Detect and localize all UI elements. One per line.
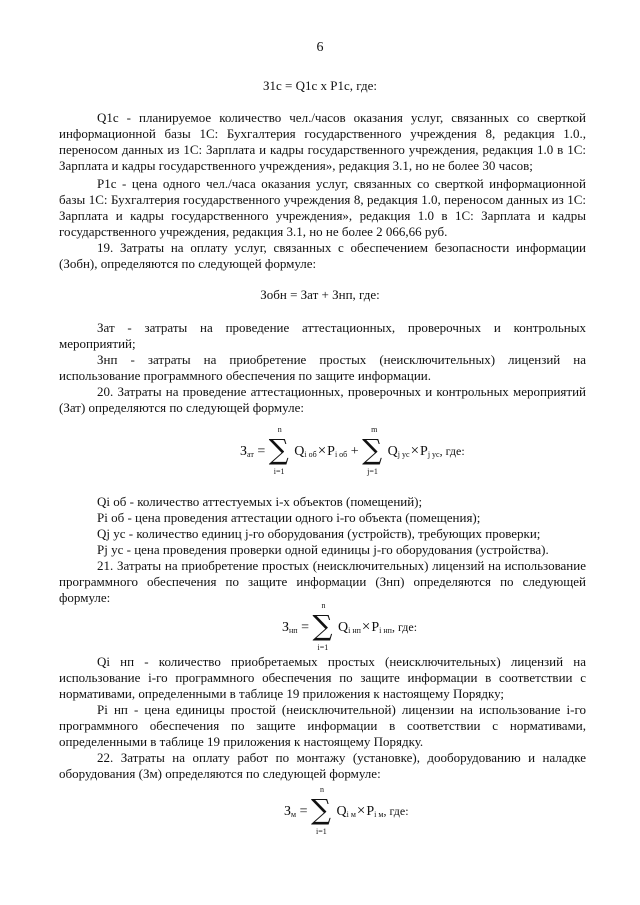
term-q: Q: [336, 804, 347, 820]
formula-lhs: З: [240, 444, 248, 460]
paragraph-zat-definition: Зат - затраты на проведение аттестационных, проверочных и контрольных мероприятий;: [59, 320, 586, 351]
formula-zat-sum: $З_{ат}$ = n ∑ i=1 $Q_{i об}\times P_{i об}$ + m ∑ j=1 $Q_{j ус}\times P_{j ус}$, где:: [240, 425, 465, 476]
paragraph-pj-us-definition: Pj ус - цена проведения проверки одной единицы j-го оборудования (устройства).: [97, 542, 549, 557]
formula-lhs-sub: м: [291, 810, 297, 820]
sigma-upper: m: [371, 425, 378, 434]
term-p: P: [366, 804, 375, 820]
formula-lhs-sub: ат: [247, 450, 254, 460]
paragraph-item-19: 19. Затраты на оплату услуг, связанных с обеспечением безопасности информации (Зобн), определяются по следующей формуле:: [59, 240, 586, 271]
formula-z1c: З1с = Q1с х P1с, где:: [263, 78, 377, 93]
formula-lhs: З: [282, 620, 290, 636]
sigma-i: n ∑ i=1: [268, 425, 289, 476]
paragraph-qi-np-definition: Qi нп - количество приобретаемых простых (неисключительных) лицензий на использование i-го программного обеспечения по защите информации в соответствии с нормативами, определенными в таблице 19 приложения к настоящему Порядку;: [59, 654, 586, 701]
paragraph-item-20: 20. Затраты на проведение аттестационных, проверочных и контрольных мероприятий (Зат) определяются по следующей формуле:: [59, 384, 586, 415]
sigma-upper: n: [321, 601, 326, 610]
term-p-sub: j ус: [427, 450, 440, 460]
paragraph-qj-us-definition: Qj ус - количество единиц j-го оборудования (устройств), требующих проверки;: [97, 526, 541, 541]
term-q-sub: i м: [346, 810, 356, 820]
paragraph-p1c-definition: P1с - цена одного чел./часа оказания услуг, связанных со сверткой информационной базы 1С: Бухгалтерия государственного учреждения 8, редакция 1.0, переносом данных из 1С: Зарплата и кадры государственного учреждения», редакция 1.0 в 1С: Зарплата и кадры государственного учреждения, редакция 3.1, но не более 2 066,66 руб.: [59, 176, 586, 239]
term-q: Q: [337, 620, 349, 636]
sigma-upper: n: [319, 785, 324, 794]
sigma-i: n ∑ i=1: [312, 601, 333, 652]
sigma-lower: j=1: [367, 467, 378, 476]
sigma-j: m ∑ j=1: [362, 425, 383, 476]
sigma-lower: i=1: [273, 467, 285, 476]
term-q-sub: j ус: [397, 450, 410, 460]
paragraph-qi-ob-definition: Qi об - количество аттестуемых i-х объектов (помещений);: [97, 494, 423, 509]
page-number: 6: [316, 40, 324, 55]
term-q: Q: [294, 444, 305, 460]
sigma-i: n ∑ i=1: [310, 785, 331, 836]
formula-zobn: Зобн = Зат + Знп, где:: [260, 287, 380, 302]
term-q: Q: [387, 444, 398, 460]
formula-gde: , где:: [439, 444, 465, 459]
term-p-sub: i нп: [379, 626, 392, 636]
paragraph-pi-ob-definition: Pi об - цена проведения аттестации одного i-го объекта (помещения);: [97, 510, 481, 525]
term-p-sub: i м: [374, 810, 384, 820]
paragraph-pi-np-definition: Pi нп - цена единицы простой (неисключительной) лицензии на использование i-го программного обеспечения по защите информации в соответствии с нормативами, определенными в таблице 19 приложения к настоящему Порядку.: [59, 702, 586, 749]
formula-lhs-sub: нп: [289, 626, 298, 636]
formula-zm-sum: $З_м$ = n ∑ i=1 $Q_{i м}\times P_{i м}$, где:: [284, 785, 409, 836]
term-p: P: [420, 444, 428, 460]
paragraph-q1c-definition: Q1с - планируемое количество чел./часов оказания услуг, связанных со сверткой информационной базы 1С: Бухгалтерия государственного учреждения 8, редакция 1.0., переносом данных из 1С: Зарплата и кадры государственного учреждения, редакция 1.0 в 1С: Зарплата и кадры государственного учреждения», редакция 3.1, но не более 30 часов;: [59, 110, 586, 173]
term-q-sub: i об: [304, 450, 317, 460]
sigma-lower: i=1: [315, 827, 327, 836]
paragraph-znp-definition: Знп - затраты на приобретение простых (неисключительных) лицензий на использование программного обеспечения по защите информации.: [59, 352, 586, 383]
sigma-upper: n: [277, 425, 282, 434]
term-q-sub: i нп: [348, 626, 361, 636]
term-p: P: [327, 444, 335, 460]
term-p-sub: i об: [334, 450, 348, 460]
paragraph-item-22: 22. Затраты на оплату работ по монтажу (установке), дооборудованию и наладке оборудования (Зм) определяются по следующей формуле:: [59, 750, 586, 781]
term-p: P: [371, 620, 380, 636]
sigma-lower: i=1: [317, 643, 329, 652]
formula-gde: , где:: [391, 620, 418, 635]
formula-gde: , где:: [383, 804, 409, 819]
paragraph-item-21: 21. Затраты на приобретение простых (неисключительных) лицензий на использование программного обеспечения по защите информации (Знп) определяются по следующей формуле:: [59, 558, 586, 605]
formula-lhs: З: [284, 804, 292, 820]
formula-znp-sum: $З_{нп}$ = n ∑ i=1 $Q_{i нп}\times P_{i нп}$, где:: [282, 601, 418, 652]
